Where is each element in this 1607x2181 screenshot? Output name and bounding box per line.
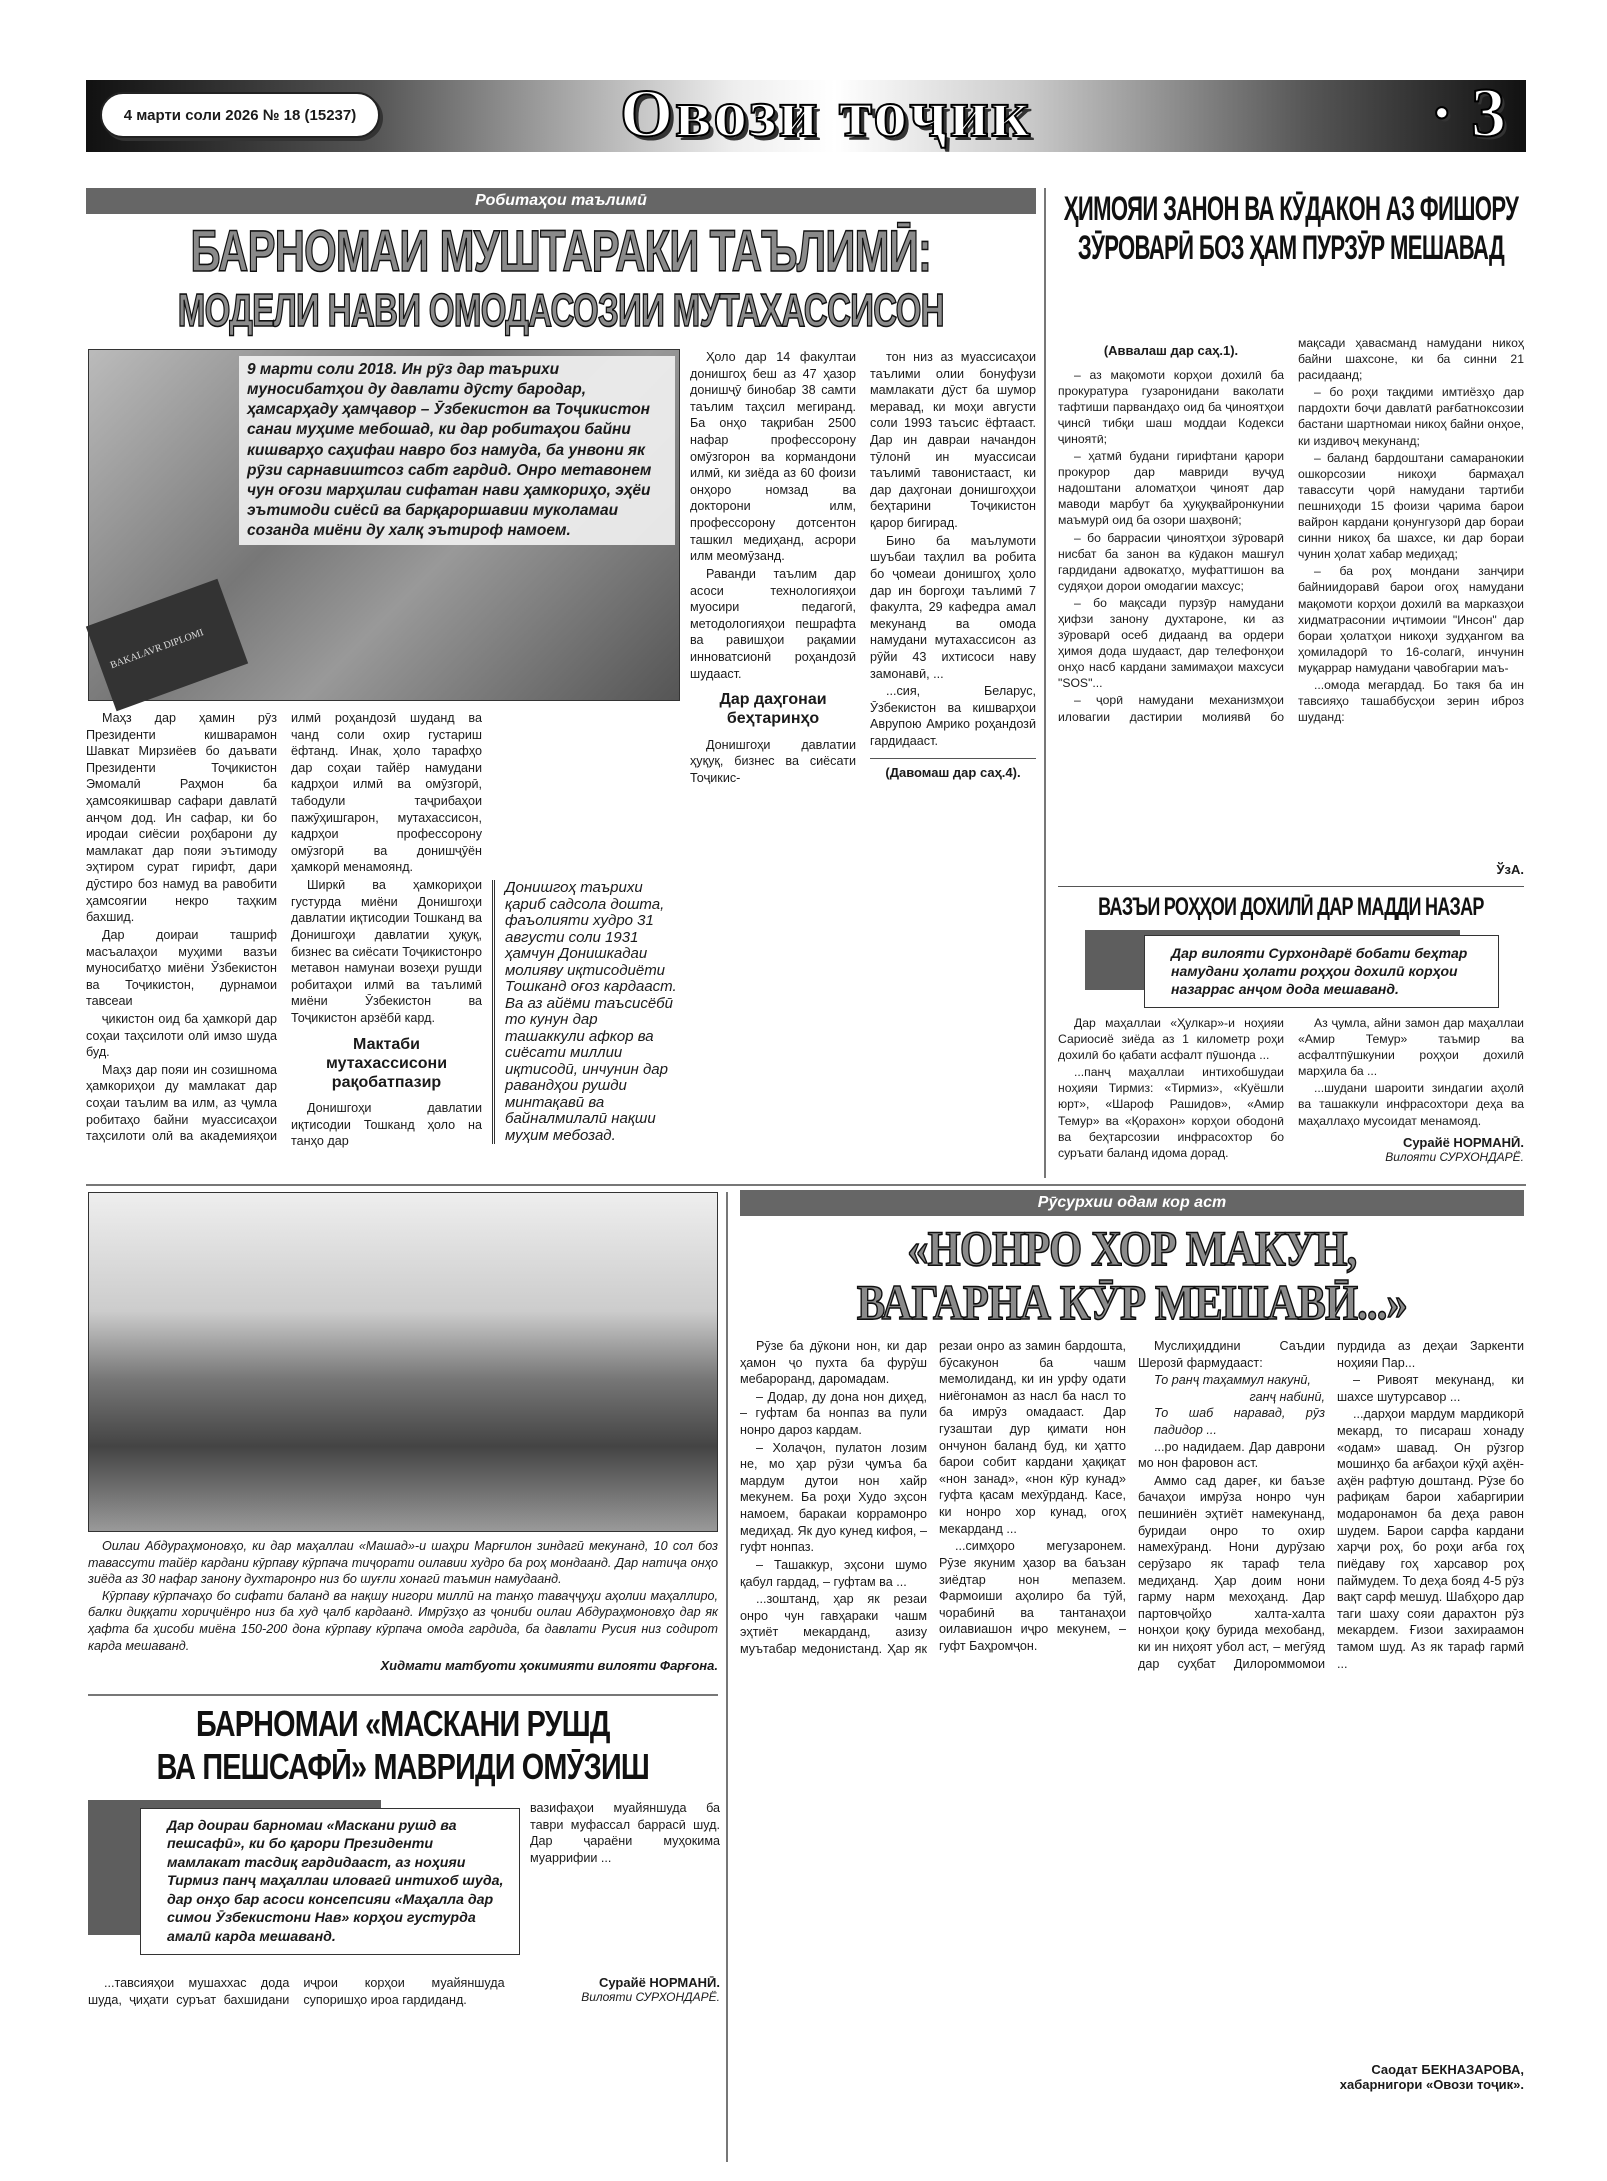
- paragraph: ...омода мегардад. Бо такя ба ин тавсияҳо ташаббусҳои зерин иброз шуданд:: [1298, 677, 1524, 725]
- article-body-women-children: [1058, 335, 1524, 725]
- paragraph: вазифаҳои муайяншуда ба таври муфассал баррасӣ шуд. Дар ҷараёни муҳокима муаррифии ...: [530, 1801, 720, 1865]
- newspaper-logo: Овози тоҷик: [620, 75, 1032, 151]
- paragraph: – баланд бардоштани самаранокии ошкорсозии никоҳи бармаҳал тавассути ҷорӣ намудани тартиби пешниҳоди 15 фоизи ҷарима барои вайрон кардани қонунгузорӣ дар бораи синни никоҳ ба шахсе, ки дар бораи чунин ҳолат хабар медиҳад;: [1298, 450, 1524, 562]
- headline-maskani-2: ВА ПЕШСАФӢ» МАВРИДИ ОМӮЗИШ: [156, 1746, 649, 1787]
- page-number: · 3: [1430, 75, 1506, 152]
- verse-line: То ранҷ таҳаммул накунӣ,: [1154, 1373, 1311, 1388]
- column-divider: [726, 1192, 728, 2162]
- column-divider: [1044, 188, 1046, 1178]
- caption-paragraph: Кӯрпаву кӯрпачаҳо бо сифати баланд ва нақшу нигори миллӣ на танҳо таваҷҷуҳи аҳолии маҳаллиро, балки диққати хориҷиёнро низ ба худ ҷалб кардаанд. Имрӯзҳо аз ҷониби оилаи Абдураҳмоновҳо дар як ҳафта ба ҳисоби миёна 150-200 дона кӯрпаву кӯрпача омода гардида, ба давлати Русия низ содирот карда мешаванд.: [88, 1588, 718, 1653]
- author: Сурайё НОРМАНӢ.: [598, 1975, 720, 1990]
- paragraph: – бо роҳи тақдими имтиёзҳо дар пардохти боҷи давлатӣ рағбатноксозии бастани шартномаи никоҳ байни онҳое, ки издивоҷ мекунанд;: [1298, 385, 1524, 448]
- paragraph: – ҳатмӣ будани гирифтани қарори прокурор дар мавриди вуҷуд надоштани аломатҳои ҷиноят дар маводи марбут ба ҳуқуқвайронкунии маъмурӣ оид ба озори шаҳвонӣ;: [1058, 449, 1284, 528]
- section-label: Робитаҳои таълимӣ: [86, 188, 1036, 214]
- paragraph: – ҷорӣ намудани механизмҳои иловагии дастирии молиявӣ бо мақсади ҳавасманд намудани никоҳ байни шахсоне, ки ба синни 21 расидаанд;: [1058, 336, 1524, 724]
- author-place: Вилояти СУРХОНДАРЁ.: [581, 1990, 720, 2004]
- caption-paragraph: Оилаи Абдураҳмоновҳо, ки дар маҳаллаи «Машад»-и шаҳри Марғилон зиндагӣ мекунанд, 10 сол боз тавассути тайёр кардани кӯрпаву кӯрпача тиҷорати оилавии худро ба роҳ мондаанд. Дар натиҷа онҳо зиёда аз 30 нафар занону духтаронро низ бо шуғли хонагӣ таъмин намудаанд.: [88, 1539, 718, 1587]
- article-body-right: [690, 349, 1036, 788]
- article-body: [86, 710, 482, 1150]
- continued-note: (Давомаш дар саҳ.4).: [870, 758, 1036, 781]
- diploma-image: BAKALAVR DIPLOMI: [86, 579, 248, 711]
- paragraph: Ҳоло дар 14 факултаи донишгоҳ беш аз 47 ҳазор донишҷӯ бинобар 38 самти таълим таҳсил мегиранд. Ба онҳо тақрибан 2500 нафар профессорону омӯзгорон ва кормандони илмӣ, ки зиёда аз 60 фоизи онҳоро номзад ва докторони илм, профессорону дотсентон ташкил медиҳанд, асрори илм меомӯзанд.: [690, 350, 856, 564]
- photo-credit: Хидмати матбуоти ҳокимияти вилояти Фарғона.: [380, 1658, 718, 1674]
- paragraph: Бино ба маълумоти шуъбаи таҳлил ва робита бо ҷомеаи донишгоҳ ҳоло дар ин боргоҳи таълимӣ 7 факулта, 29 кафедра амал мекунанд ва омода намудани мутахассисон аз рӯйи 43 ихтисоси наву замонавӣ, ...: [870, 533, 1036, 681]
- verse-line: То шаб наравад, рӯз падидор ...: [1154, 1406, 1325, 1438]
- horizontal-divider: [86, 1184, 1526, 1186]
- issue-date: 4 марти соли 2026 № 18 (15237): [100, 92, 380, 138]
- source-credit: ЎзА.: [1496, 862, 1524, 877]
- paragraph: ...дарҳои мардум мардикорӣ мекард, то писараш хонаду «одам» шавад. Он рӯзгор мошинҳо ба ағбаҳои кӯҳӣ аҳён-аҳён рафтую доштанд. Рӯзе бо рафиқам барои хабаргирии модаронамон ба деҳа равон шудем. Барои сарфа кардани харҷи роҳ, бо роҳи ағба гоҳ пиёдаву гоҳ харсавор роҳ паймудем. То деҳа бояд 4-5 рӯз вақт сарф мешуд. Шабҳоро дар таги шаху сояи дарахтон рӯз мекардем. Ғизои захираамон тамом шуд. Аз як тараф гармӣ ...: [1337, 1407, 1524, 1671]
- continued-from: (Аввалаш дар саҳ.1).: [1103, 343, 1239, 358]
- author: Сурайё НОРМАНӢ.: [1402, 1134, 1524, 1150]
- headline-maskani-1: БАРНОМАИ «МАСКАНИ РУШД: [195, 1703, 610, 1744]
- paragraph: ҷикистон оид ба ҳамкорӣ дар соҳаи таҳсилоти олӣ имзо шуда буд.: [86, 1011, 277, 1060]
- paragraph: Дар маҳаллаи «Ҳулкар»-и ноҳияи Сариосиё зиёда аз 1 километр роҳи дохилӣ бо қабати асфалт пӯшонда ...: [1058, 1016, 1284, 1063]
- paragraph: Аммо сад дареғ, ки баъзе бачаҳои имрӯза нонро чун пешиниён эҳтиёт намекунанд, буридаи онро то охир намехӯранд. Нони дурӯзаю серӯзаро як тараф тела медиҳанд. Ҳар доим нони гарму нарм мехоҳанд. Дар партовҷойҳо халта-халта нонҳои қоқу бурида мехобанд, ки ин ниҳоят убол аст, – мегӯяд дар суҳбат Дилороммомои пурдида аз деҳаи Заркенти ноҳияи Пар...: [1138, 1339, 1524, 1671]
- headline-line-1: БАРНОМАИ МУШТАРАКИ ТАЪЛИМӢ:: [190, 219, 932, 284]
- headline-women-children: ҲИМОЯИ ЗАНОН ВА КӮДАКОН АЗ ФИШОРУ ЗӮРОВАРӢ БОЗ ҲАМ ПУРЗӮР МЕШАВАД: [1063, 190, 1519, 268]
- paragraph: – Ривоят мекунанд, ки шахсе шутурсавор ...: [1337, 1373, 1524, 1404]
- headline-roads: ВАЗЪИ РОҲҲОИ ДОХИЛӢ ДАР МАДДИ НАЗАР: [1098, 893, 1484, 921]
- paragraph: – Холаҷон, пулатон лозим не, мо ҳар рӯзи ҷумъа ба мардум дутои нон хайр мекунем. Ба роҳи Худо эҳсон намоем, баракаи коррамонро медиҳад. Як дуо кунед кифоя, – гуфт нонпаз.: [740, 1440, 927, 1555]
- paragraph: тон низ аз муассисаҳои таълими олии бонуфузи мамлакати дӯст ба шумор меравад, ки моҳи августи соли 1993 таъсис ёфтааст. Дар ин давраи начандон тӯлонӣ ин муассисаи таълимӣ тавонистааст, ки дар даҳгонаи донишгоҳҳои беҳтарини Тоҷикистон қарор бигирад.: [870, 350, 1036, 531]
- paragraph: ...тавсияҳои мушаххас дода шуда, ҷиҳати суръат бахшидани иҷрои корҳои муайяншуда супоришҳо ироа гардиданд.: [88, 1976, 505, 2007]
- paragraph: ...шудани шароити зиндагии аҳолӣ ва ташаккули инфрасохтори деҳа ва маҳаллаҳо мусоидат менамояд.: [1298, 1081, 1524, 1128]
- masthead: [86, 75, 1526, 152]
- paragraph: Донишгоҳи давлатии иқтисодии Тошканд ҳоло на танҳо дар: [291, 1101, 482, 1149]
- lead-box: Дар вилояти Сурхондарё бобати беҳтар намудани ҳолати роҳҳои дохилӣ корҳои назаррас анҷом дода мешаванд.: [1144, 935, 1499, 1008]
- paragraph: Муслиҳиддини Саъдии Шерозӣ фармудааст:: [1138, 1339, 1325, 1370]
- lead-box: Дар доираи барномаи «Маскани рушд ва пешсафӣ», ки бо қарори Президенти мамлакат тасдиқ гардидааст, аз ноҳияи Тирмиз панҷ маҳаллаи иловагӣ интихоб шуда, дар онҳо бар асоси консепсияи «Маҳалла дар симои Ӯзбекистони Нав» корҳои густурда амалӣ карда мешаванд.: [140, 1808, 520, 1955]
- paragraph: Ширкӣ ва ҳамкориҳои густурда миёни Донишгоҳи давлатии иқтисодии Тошканд ва Донишгоҳи давлатии ҳуқуқ, бизнес ва сиёсати Тоҷикистонро метавон намунаи возеҳи рушди робитаҳои илмӣ ва таълимӣ миёни Ӯзбекистон ва Тоҷикистон арзёбӣ кард.: [291, 878, 482, 1025]
- paragraph: – Ташаккур, эҳсони шумо қабул гардад, – гуфтам ва ...: [740, 1557, 927, 1589]
- paragraph: ...симҳоро мегузаронем. Рӯзе якуним ҳазор ва баъзан зиёдтар нон мепазем. Фармоиши аҳолиро ба тӯй, чорабинӣ ва тантанаҳои оилавиашон иҷро мекунем, – гуфт Баҳромҷон.: [939, 1539, 1126, 1653]
- verse: [1138, 1372, 1325, 1438]
- article-body-bread: [740, 1338, 1524, 1672]
- author: [1290, 2062, 1524, 2092]
- pull-quote: Донишгоҳ таърихи қариб садсола дошта, фаъолияти худро 31 августи соли 1931 ҳамчун Донишкадаи молияву иқтисодиёти Тошканд оғоз кардааст. Ва аз айёми таъсисёбӣ то кунун дар ташаккули афкор ва сиёсати миллии иқтисодӣ, инчунин дар равандҳои рушди минтақавӣ ва байналмилалӣ нақши муҳим мебозад.: [492, 880, 680, 1144]
- paragraph: Раванди таълим дар асоси технологияҳои муосири педагогӣ, методологияҳои пешрафта ва равишҳои рақамии инноватсионӣ роҳандозӣ шудааст.: [690, 566, 856, 681]
- headline-bread-1: «НОНРО ХОР МАКУН,: [907, 1220, 1357, 1276]
- paragraph: ...зоштанд, ҳар як резаи онро чун гавҳараки чашм эҳтиёт мекарданд, азизу муътабар медонистанд. Ҳар як резаи онро аз замин бардошта, бӯсакунон ба чашм мемолиданд, ки ин урфу одати ниёгонамон аз насл ба насл то ба имрӯз омадааст. Дар гузаштаи дур қимати нон ончунон баланд буд, ки ҳатто барои собит кардани ҳақиқат «нон занад», «нон кӯр кунад» гуфта қасам мехӯрданд. Касе, ки нонро хор кунад, огоҳ мекарданд ...: [740, 1339, 1126, 1656]
- paragraph: Аз ҷумла, айни замон дар маҳаллаи «Амир Темур» таъмир ва асфалтпӯшкунии роҳҳои дохилӣ марҳила ба ...: [1298, 1016, 1524, 1079]
- section-label: Рӯсурхии одам кор аст: [740, 1190, 1524, 1216]
- author-name: Саодат БЕКНАЗАРОВА,: [1371, 2062, 1524, 2077]
- article-intro: 9 марти соли 2018. Ин рӯз дар таърихи муносибатҳои ду давлати дӯсту бародар, ҳамсарҳаду ҳамҷавор – Ӯзбекистон ва Тоҷикистон санаи муҳиме мебошад, ки дар робитаҳои байни кишварҳо саҳифаи навро боз намуда, ба унвони як рӯзи сарнавиштсоз сабт гардид. Онро метавонем чун оғози марҳилаи сифатан нави ҳамкориҳо, эҳёи эътимоди сиёсӣ ва барқароршавии муколамаи созанда миёни ду халқ эътироф намоем.: [239, 356, 675, 545]
- graduates-photo: [88, 349, 680, 701]
- divider: [1058, 886, 1524, 887]
- paragraph: – ба роҳ мондани занҷири байниидоравӣ барои огоҳ намудани мақомоти корҳои дохилӣ ва марказҳои хидматрасонии иҷтимоии "Инсон" дар бораи ҳолатҳои никоҳи зудҳангом ва ҳомиладорӣ то 16-солагӣ, инчунин муқаррар намудани ҷавобгарии маъ-: [1298, 564, 1524, 675]
- headline-line-2: МОДЕЛИ НАВИ ОМОДАСОЗИИ МУТАХАССИСОН: [177, 284, 944, 336]
- article-body-maskani-right: [530, 1800, 720, 1867]
- subheading: Дар даҳгонаи беҳтаринҳо: [719, 691, 827, 728]
- author-role: хабарнигори «Овози тоҷик».: [1339, 2077, 1524, 2092]
- paragraph: – Додар, ду дона нон диҳед, – гуфтам ба нонпаз ва пули нонро дароз кардам.: [740, 1389, 927, 1438]
- paragraph: Дар доираи ташриф масъалаҳои муҳими вазъи муносибатҳо миёни Ӯзбекистон ва Тоҷикистон, дурнамои тавсеаи: [86, 927, 277, 1009]
- subheading: Мактаби мутахассисони рақобатпазир: [325, 1035, 448, 1091]
- paragraph: ...ро надидаем. Дар даврони мо нон фаровон аст.: [1138, 1439, 1325, 1471]
- paragraph: – бо мақсади пурзӯр намудани ҳифзи занону духтароне, ки аз зӯроварӣ осеб дидаанд ва ордери ҳимоя дода шудааст, дар телефонҳои онҳо насб кардани замимаҳои махсуси "SOS"...: [1058, 595, 1284, 691]
- article-body-roads: [1058, 1015, 1524, 1164]
- article-body-maskani: [88, 1975, 720, 2009]
- paragraph: Маҳз дар ҳамин рӯз Президенти кишварамон Шавкат Мирзиёев бо даъвати Президенти Тоҷикистон Эмомалӣ Раҳмон ба ҳамсоякишвар сафари давлатӣ анҷом дод. Ин сафар, ки бо иродаи сиёсии роҳбарони ду мамлакат дар пояи эътимоду эҳтиром сурат гирифт, дари дӯстиро боз намуд ва равобити ҳамсоягии некро таҳким бахшид.: [86, 711, 277, 925]
- paragraph: ...панҷ маҳаллаи интихобшудаи ноҳияи Тирмиз: «Тирмиз», «Куёшли юрт», «Шароф Рашидов», «Амир Темур» ва «Қорахон» корҳои ободонӣ ва беҳтарсозии инфрасохтор бо суръати баланд идома дорад.: [1058, 1065, 1284, 1160]
- paragraph: – аз мақомоти корҳои дохилӣ ба прокуратура гузаронидани ваколати тафтиши парвандаҳо оид ба ҷиноятҳои ҷинсӣ тибқи шаш моддаи Кодекси ҷиноятӣ;: [1058, 367, 1284, 446]
- paragraph: – бо баррасии ҷиноятҳои зӯроварӣ нисбат ба занон ва кӯдакон машғул гардидани адвокатҳо, муфаттишон ва судяҳои дорои омодагии махсус;: [1058, 530, 1284, 593]
- quilt-makers-photo: [88, 1192, 718, 1532]
- paragraph: Маҳз дар пояи ин созишнома ҳамкориҳои ду мамлакат дар соҳаи таълим ва илм, аз ҷумла робитаҳо байни муассисаҳои таҳсилоти олӣ ва академияҳои илмӣ роҳандозӣ шуданд ва чанд соли охир густариш ёфтанд. Инак, ҳоло тарафҳо дар соҳаи тайёр намудани кадрҳои илмӣ ва омӯзгорӣ, табодули таҷрибаҳои пажӯҳишгарон, мутахассисон, кадрҳои профессорону омӯзгорӣ ва донишҷӯён ҳамкорӣ менамоянд.: [86, 711, 482, 1144]
- paragraph: Рӯзе ба дӯкони нон, ки дар ҳамон ҷо пухта ба фурӯш мебароранд, даромадам.: [740, 1339, 927, 1387]
- author-place: Вилояти СУРХОНДАРЁ.: [1385, 1149, 1524, 1164]
- paragraph: Донишгоҳи давлатии ҳуқуқ, бизнес ва сиёсати Тоҷикис-: [690, 737, 856, 785]
- headline-bread-2: ВАГАРНА КӮР МЕШАВӢ...»: [856, 1274, 1407, 1330]
- photo-caption: [88, 1538, 718, 1673]
- paragraph: ...сия, Беларус, Ӯзбекистон ва кишварҳои Аврупою Амрико роҳандозӣ гардидааст.: [870, 684, 1036, 749]
- divider: [88, 1694, 718, 1696]
- verse-line: ганҷ набинӣ,: [1249, 1389, 1325, 1404]
